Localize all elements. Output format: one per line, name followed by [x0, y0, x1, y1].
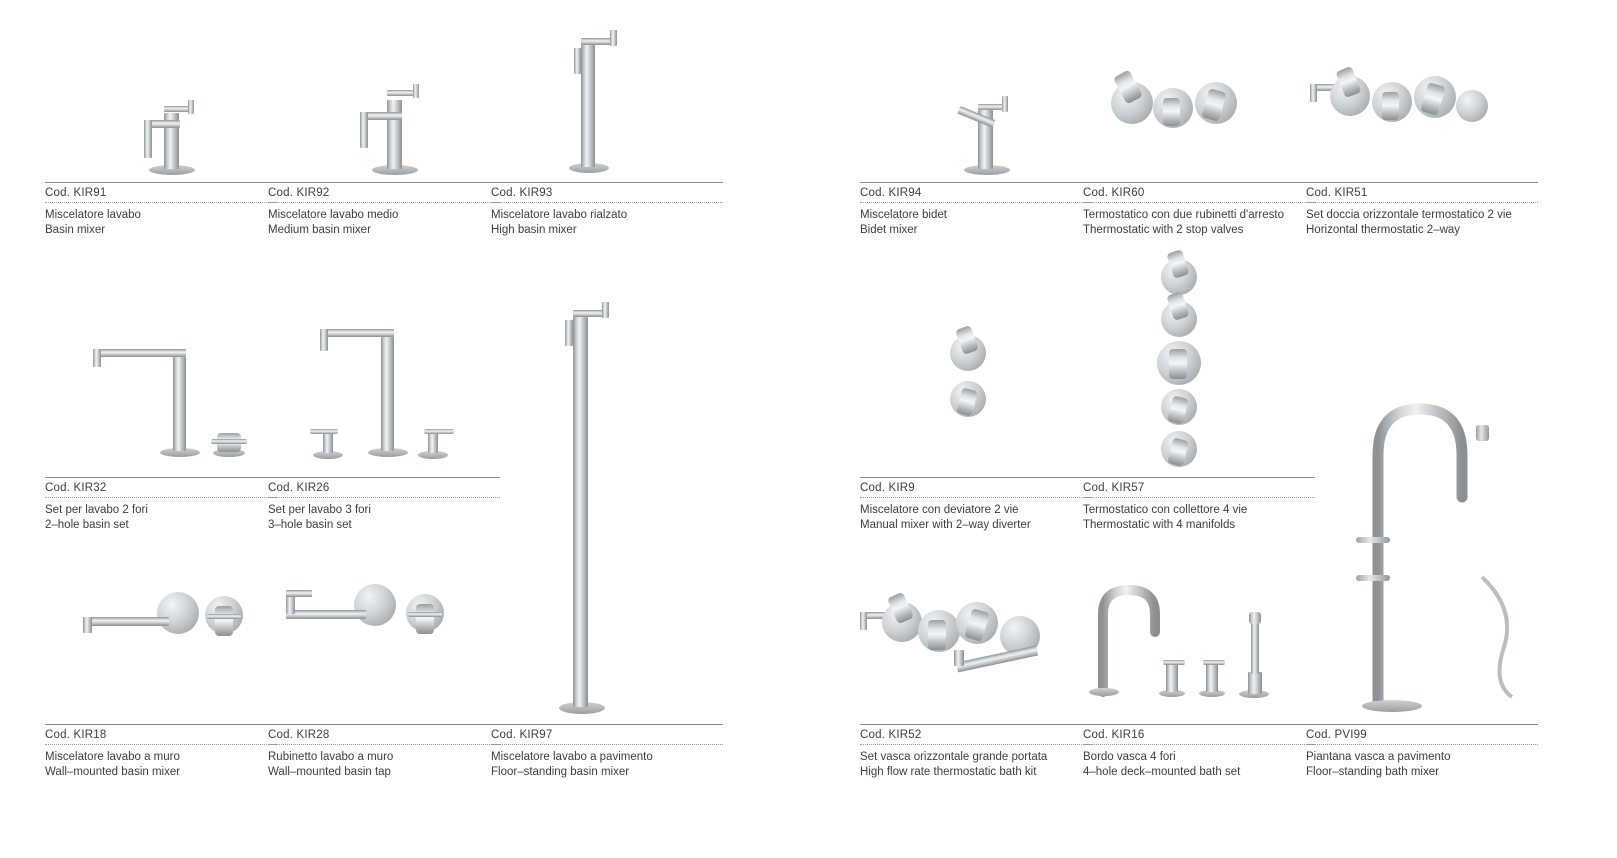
- two-hole-basin-set-icon: [45, 315, 277, 475]
- product-code: Cod. KIR91: [45, 183, 277, 203]
- product-code: Cod. KIR93: [491, 183, 723, 203]
- product-description: Set doccia orizzontale termostatico 2 vie Horizontal thermostatic 2–way: [1306, 209, 1512, 236]
- thermostatic-two-stop-valves-icon: [1083, 20, 1315, 180]
- left-column-group: [10, 0, 840, 858]
- product-cell[interactable]: [1083, 20, 1315, 237]
- product-code: Cod. KIR51: [1306, 183, 1538, 203]
- three-hole-basin-set-icon: [268, 315, 500, 475]
- product-description: Miscelatore lavabo rialzato High basin mixer: [491, 209, 628, 236]
- product-cell[interactable]: [491, 20, 723, 237]
- product-code: Cod. KIR92: [268, 183, 500, 203]
- product-cell[interactable]: [1306, 20, 1538, 237]
- product-cell[interactable]: [860, 562, 1092, 779]
- product-cell[interactable]: [45, 315, 277, 532]
- floor-standing-bath-mixer-icon: [1306, 562, 1538, 722]
- product-code: Cod. KIR32: [45, 478, 277, 498]
- deck-mounted-bath-set-icon: [1083, 562, 1315, 722]
- product-description: Piantana vasca a pavimento Floor–standing bath mixer: [1306, 751, 1451, 778]
- product-description: Bordo vasca 4 fori 4–hole deck–mounted bath set: [1083, 751, 1241, 778]
- product-code: Cod. KIR94: [860, 183, 1092, 203]
- product-code: Cod. KIR9: [860, 478, 1092, 498]
- product-code: Cod. KIR60: [1083, 183, 1315, 203]
- product-code: Cod. KIR52: [860, 725, 1092, 745]
- product-description: Termostatico con collettore 4 vie Thermostatic with 4 manifolds: [1083, 504, 1248, 531]
- product-cell[interactable]: [268, 315, 500, 532]
- horizontal-bath-kit-icon: [860, 562, 1092, 722]
- bidet-mixer-icon: [860, 20, 1092, 180]
- thermostatic-four-manifolds-icon: [1083, 315, 1315, 475]
- floor-bath-mixer-shape: [1316, 347, 1526, 737]
- manual-mixer-diverter-icon: [860, 315, 1092, 475]
- product-cell[interactable]: [1306, 562, 1538, 779]
- floor-standing-basin-mixer-icon: [491, 562, 723, 722]
- product-code: Cod. KIR26: [268, 478, 500, 498]
- product-description: Miscelatore con deviatore 2 vie Manual mixer with 2–way diverter: [860, 504, 1031, 531]
- product-description: Miscelatore lavabo Basin mixer: [45, 209, 141, 236]
- product-cell[interactable]: [45, 20, 277, 237]
- product-cell[interactable]: [860, 20, 1092, 237]
- product-code: Cod. PVI99: [1306, 725, 1538, 745]
- product-description: Set per lavabo 2 fori 2–hole basin set: [45, 504, 148, 531]
- wall-mounted-basin-tap-icon: [268, 562, 500, 722]
- product-description: Miscelatore lavabo medio Medium basin mixer: [268, 209, 399, 236]
- product-code: Cod. KIR18: [45, 725, 277, 745]
- basin-mixer-icon: [45, 20, 277, 180]
- product-description: Rubinetto lavabo a muro Wall–mounted basin tap: [268, 751, 394, 778]
- product-code: Cod. KIR16: [1083, 725, 1315, 745]
- product-description: Miscelatore lavabo a pavimento Floor–standing basin mixer: [491, 751, 653, 778]
- high-basin-mixer-icon: [491, 20, 723, 180]
- product-code: Cod. KIR97: [491, 725, 723, 745]
- product-code: Cod. KIR57: [1083, 478, 1315, 498]
- wall-mounted-basin-mixer-icon: [45, 562, 277, 722]
- product-description: Miscelatore bidet Bidet mixer: [860, 209, 947, 236]
- product-cell[interactable]: [1083, 315, 1315, 532]
- product-description: Set per lavabo 3 fori 3–hole basin set: [268, 504, 371, 531]
- product-cell[interactable]: [268, 20, 500, 237]
- right-column-group: [835, 0, 1617, 858]
- product-description: Miscelatore lavabo a muro Wall–mounted basin mixer: [45, 751, 181, 778]
- medium-basin-mixer-icon: [268, 20, 500, 180]
- product-cell[interactable]: [268, 562, 500, 779]
- product-description: Set vasca orizzontale grande portata High flow rate thermostatic bath kit: [860, 751, 1048, 778]
- product-cell[interactable]: [860, 315, 1092, 532]
- product-description: Termostatico con due rubinetti d'arresto Thermostatic with 2 stop valves: [1083, 209, 1284, 236]
- bath-spout-shape: [1089, 580, 1209, 700]
- horizontal-thermostatic-shower-set-icon: [1306, 20, 1538, 180]
- product-cell[interactable]: [491, 562, 723, 779]
- product-cell[interactable]: [45, 562, 277, 779]
- product-code: Cod. KIR28: [268, 725, 500, 745]
- product-cell[interactable]: [1083, 562, 1315, 779]
